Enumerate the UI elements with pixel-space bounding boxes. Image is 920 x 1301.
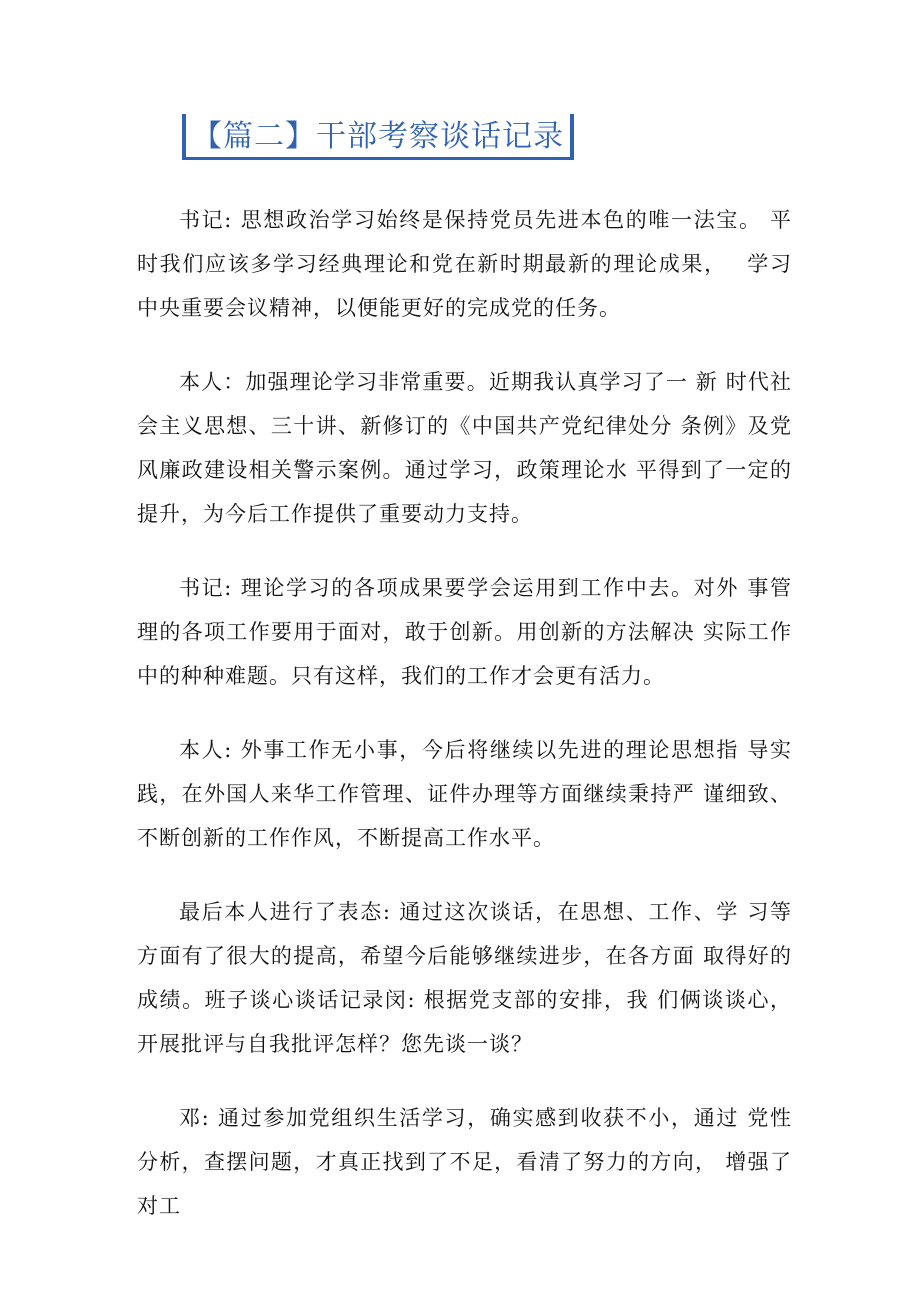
paragraph-3: 书记: 理论学习的各项成果要学会运用到工作中去。对外 事管理的各项工作要用于面对，敢于创新。用创新的方法解决 实际工作中的种种难题。只有这样，我们的工作才会更有活力。 (137, 576, 792, 688)
title-right-bar (570, 114, 574, 160)
document-body (137, 198, 792, 1258)
title-block (182, 112, 574, 160)
paragraph-6: 邓: 通过参加党组织生活学习，确实感到收获不小，通过 党性分析，查摆问题，才真正找到了不足，看清了努力的方向， 增强了对工 (137, 1106, 792, 1218)
paragraph-4: 本人: 外事工作无小事，今后将继续以先进的理论思想指 导实践，在外国人来华工作管理、证件办理等方面继续秉持严 谨细致、不断创新的工作作风，不断提高工作水平。 (137, 738, 792, 850)
paragraph-5: 最后本人进行了表态: 通过这次谈话，在思想、工作、学 习等方面有了很大的提高，希望今后能够继续进步，在各方面 取得好的成绩。班子谈心谈话记录闵: 根据党支部的安排，我 们俩谈谈心，开展批评与自我批评怎样？您先谈一谈？ (137, 900, 792, 1056)
page-title: 【篇二】干部考察谈话记录 (186, 117, 570, 160)
paragraph-2: 本人：加强理论学习非常重要。近期我认真学习了一 新 时代社会主义思想、三十讲、新修订的《中国共产党纪律处分 条例》及党风廉政建设相关警示案例。通过学习，政策理论水 平得到了一定的提升，为今后工作提供了重要动力支持。 (137, 370, 792, 526)
paragraph-1: 书记: 思想政治学习始终是保持党员先进本色的唯一法宝。 平时我们应该多学习经典理论和党在新时期最新的理论成果， 学习中央重要会议精神，以便能更好的完成党的任务。 (137, 208, 792, 320)
